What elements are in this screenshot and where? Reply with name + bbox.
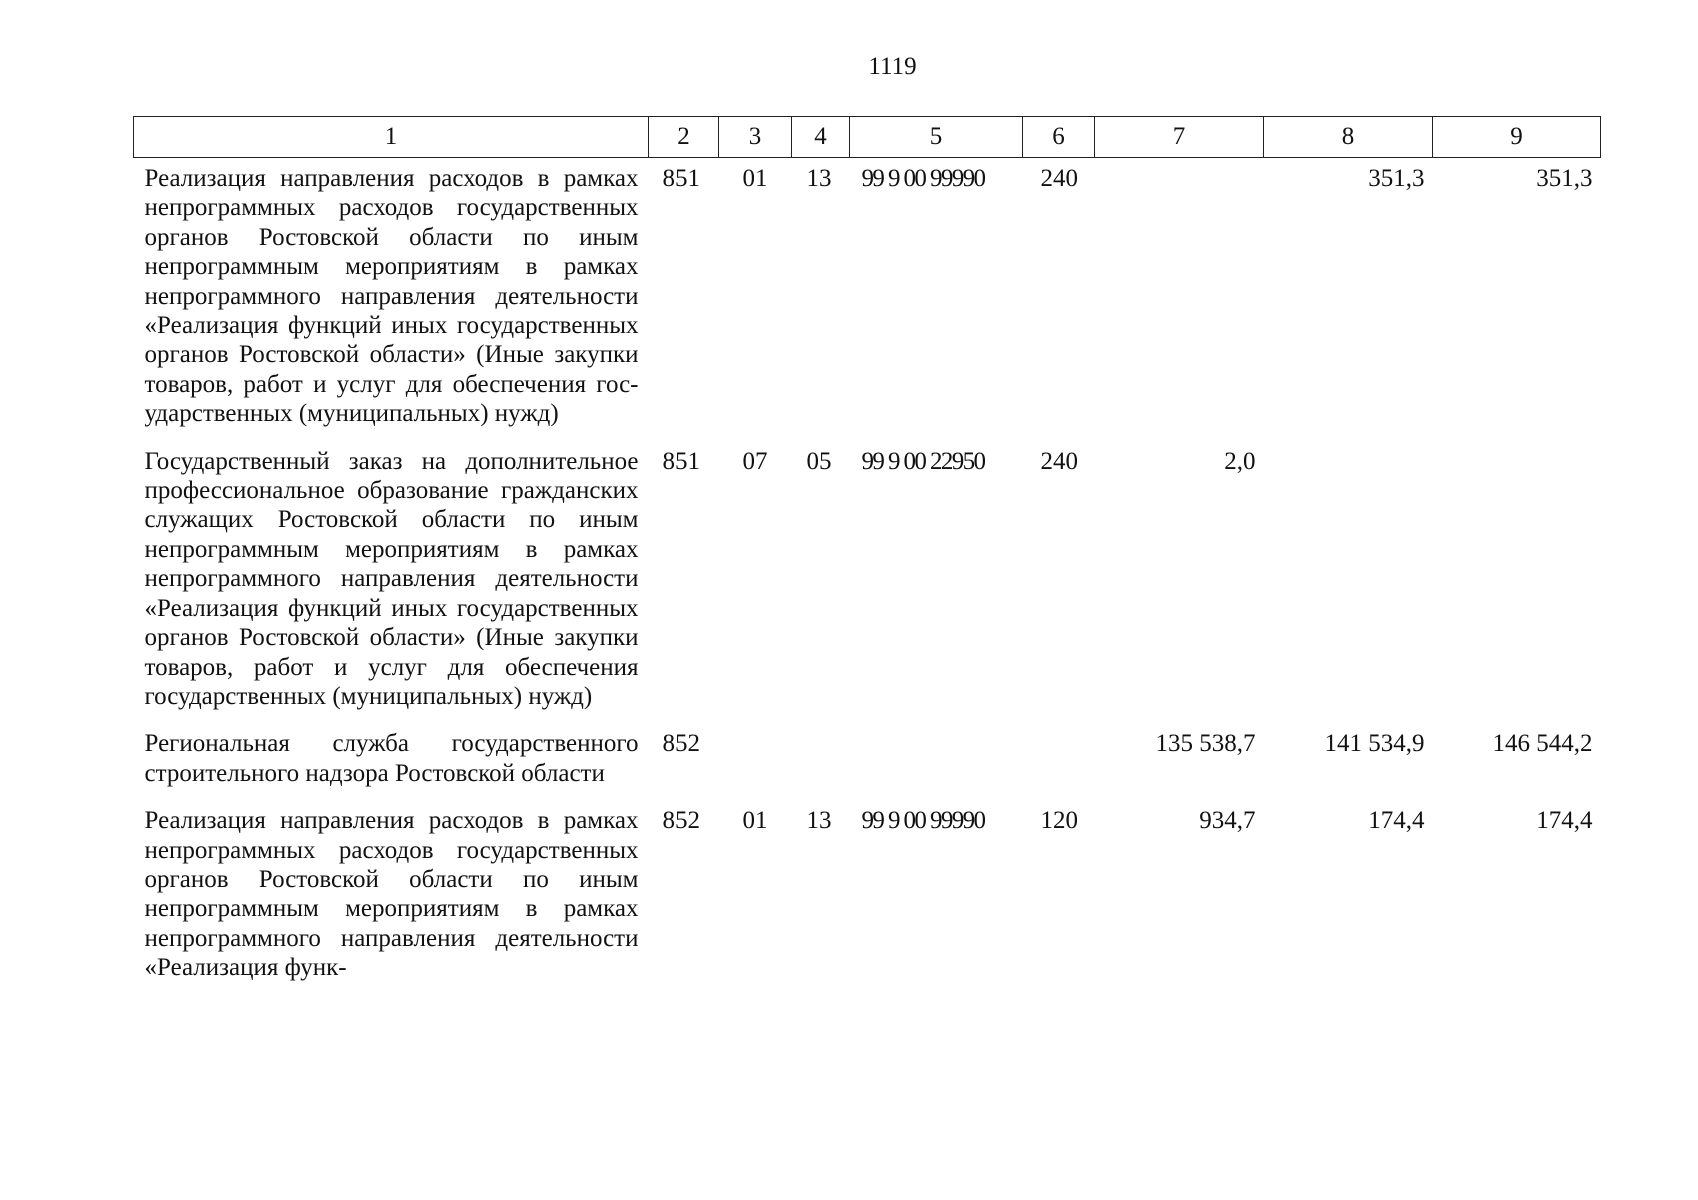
row-amount-col9 bbox=[1433, 441, 1601, 724]
row-code-section: 01 bbox=[742, 807, 768, 835]
table-row bbox=[134, 158, 1601, 441]
row-code-ministry: 851 bbox=[662, 165, 700, 192]
header-row bbox=[134, 117, 1601, 158]
row-amount-col8: 141 534,9 bbox=[1324, 730, 1425, 758]
table-row bbox=[134, 441, 1601, 724]
header-col-1: 1 bbox=[134, 117, 649, 158]
header-col-8: 8 bbox=[1264, 117, 1433, 158]
budget-table bbox=[133, 116, 1601, 995]
row-code-section: 07 bbox=[742, 447, 768, 475]
row-description: Реализация направления расходов в рамках непрограммных расходов государственных органов Ростовской области по иным непрограммным мероприятиям в рамках непрограммного направления деятельности «Реализация функ- bbox=[144, 807, 639, 982]
row-code-section: 01 bbox=[742, 165, 768, 192]
row-amount-col7: 135 538,7 bbox=[1155, 730, 1256, 758]
row-amount-col7 bbox=[1095, 158, 1264, 441]
row-code-target bbox=[850, 723, 1023, 800]
row-description: Реализация направления расходов в рамках непрограммных расходов государственных органов Ростовской области по иным непрограммным мероприятиям в рамках непрограммного направления деятельности «Реализация функций иных государственных органов Ростовской области» (Иные закупки товаров, работ и услуг для обеспечения государственных (муниципальных) нужд) bbox=[144, 165, 639, 428]
row-code-expense-type bbox=[1023, 723, 1095, 800]
row-description: Региональная служба государственного строительного надзора Ростовской области bbox=[144, 730, 639, 787]
row-code-subsection: 13 bbox=[806, 807, 832, 835]
row-code-section bbox=[719, 723, 792, 800]
row-amount-col8 bbox=[1264, 441, 1433, 724]
row-code-subsection bbox=[792, 723, 850, 800]
row-amount-col9: 351,3 bbox=[1536, 165, 1593, 192]
row-code-expense-type: 240 bbox=[1040, 165, 1078, 192]
table-header bbox=[134, 117, 1601, 158]
header-col-7: 7 bbox=[1095, 117, 1264, 158]
row-description: Государственный заказ на дополнительное профессиональное образование гражданских служащих Ростовской области по иным непрограммным мероприятиям в рамках непрограммного направления деятельности «Реализация функций иных государственных органов Ростовской области» (Иные закупки товаров, работ и услуг для обеспечения государственных (муниципальных) нужд) bbox=[144, 447, 639, 710]
table-body bbox=[134, 158, 1601, 995]
header-col-3: 3 bbox=[719, 117, 792, 158]
row-amount-col8: 351,3 bbox=[1368, 165, 1425, 192]
header-col-9: 9 bbox=[1433, 117, 1601, 158]
row-code-expense-type: 240 bbox=[1040, 447, 1078, 475]
header-col-6: 6 bbox=[1023, 117, 1095, 158]
header-col-4: 4 bbox=[792, 117, 850, 158]
row-code-subsection: 13 bbox=[806, 165, 832, 192]
row-code-target: 99 9 00 22950 bbox=[861, 447, 985, 475]
row-code-expense-type: 120 bbox=[1040, 807, 1078, 835]
page-number: 1119 bbox=[868, 53, 917, 80]
row-code-target: 99 9 00 99990 bbox=[861, 807, 985, 835]
header-col-5: 5 bbox=[850, 117, 1023, 158]
row-amount-col7: 934,7 bbox=[1199, 807, 1256, 835]
row-amount-col9: 146 544,2 bbox=[1492, 730, 1593, 758]
table-row bbox=[134, 800, 1601, 994]
row-code-ministry: 851 bbox=[662, 447, 700, 475]
row-amount-col9: 174,4 bbox=[1536, 807, 1593, 835]
row-code-subsection: 05 bbox=[806, 447, 832, 475]
table-row bbox=[134, 723, 1601, 800]
row-code-target: 99 9 00 99990 bbox=[861, 165, 985, 192]
row-amount-col7: 2,0 bbox=[1224, 447, 1256, 475]
row-code-ministry: 852 bbox=[662, 730, 700, 758]
row-amount-col8: 174,4 bbox=[1368, 807, 1425, 835]
header-col-2: 2 bbox=[649, 117, 719, 158]
row-code-ministry: 852 bbox=[662, 807, 700, 835]
